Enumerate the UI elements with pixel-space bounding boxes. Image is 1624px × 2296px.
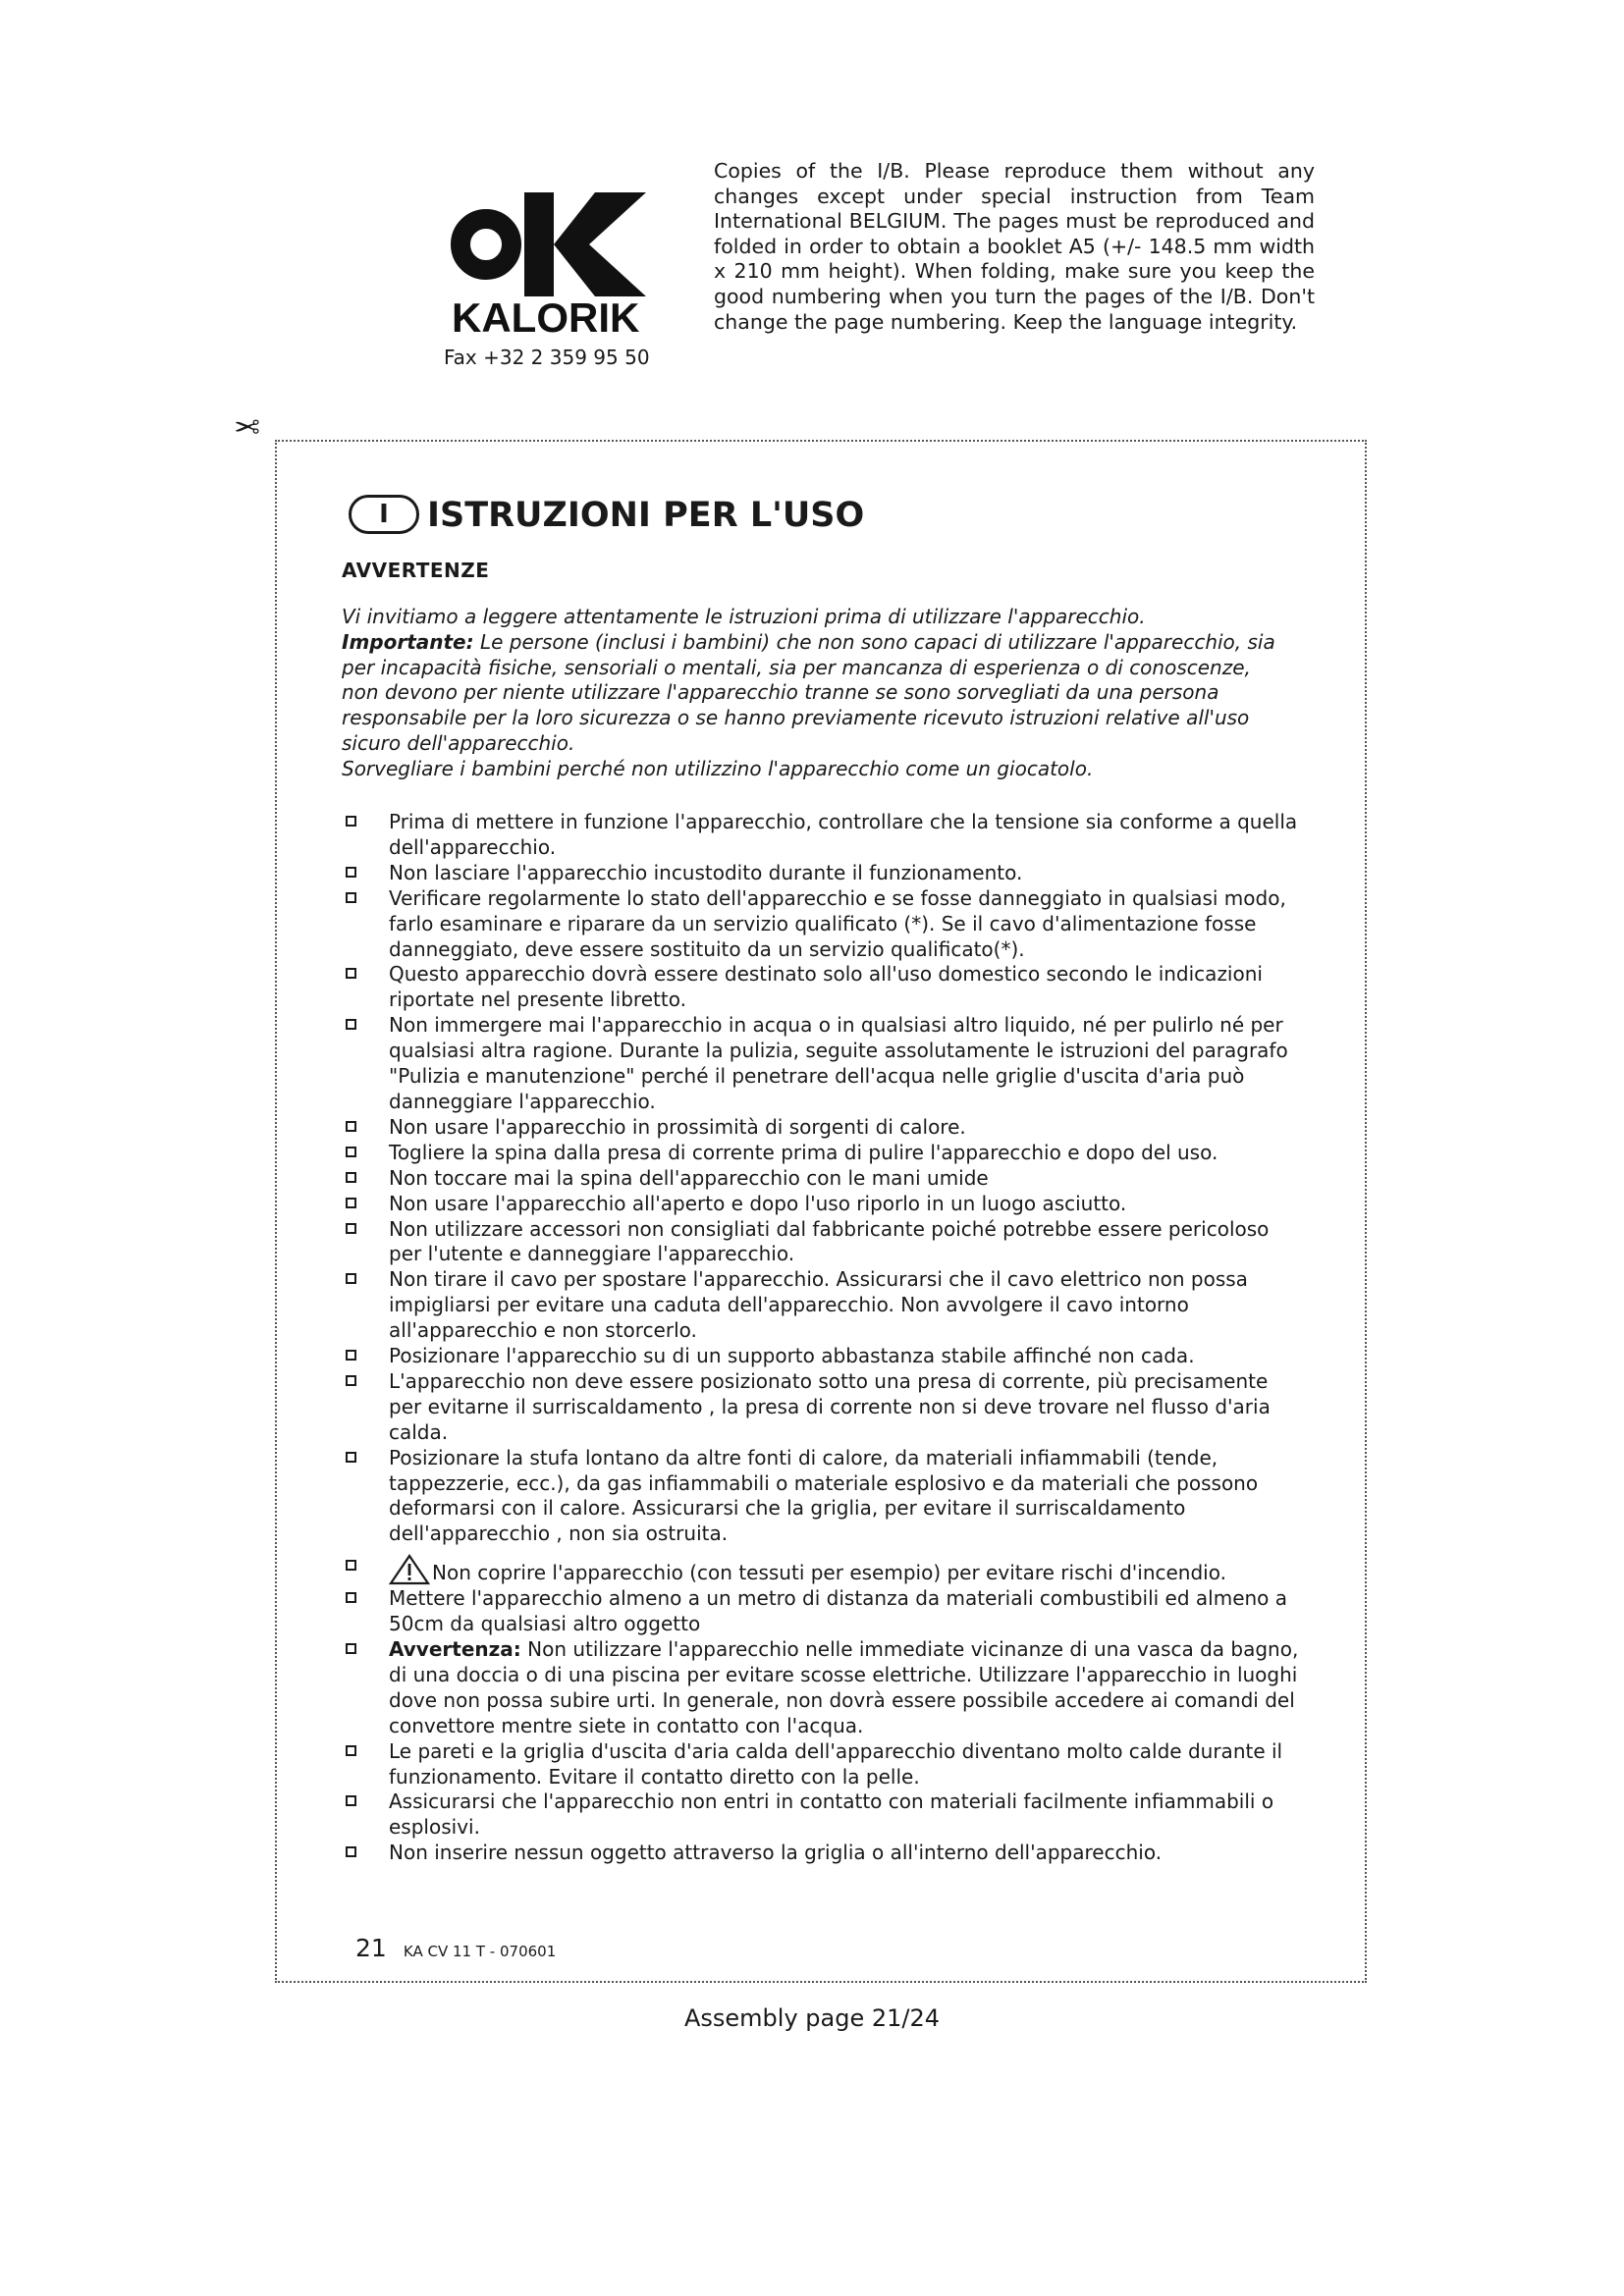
reproduction-note: Copies of the I/B. Please reproduce them without any changes except under special instruction from Team International BELGIUM. The pages must be reproduced and folded in order to obtain a booklet A5 (+/- 148.5 mm width x 210 mm height). When folding, make sure you keep the good numbering when you turn the pages of the I/B. Don't change the page numbering. Keep the language integrity. [714,159,1315,334]
checkbox-icon [346,1350,356,1361]
list-item-text: Assicurarsi che l'apparecchio non entri in contatto con materiali facilmente infiammabili o esplosivi. [389,1789,1274,1840]
warnings-list [342,810,1299,1866]
list-item-text: Non lasciare l'apparecchio incustodito durante il funzionamento. [389,860,1023,884]
list-item [342,886,1299,963]
checkbox-icon [346,1592,356,1603]
list-item [342,1217,1299,1268]
assembly-page-label: Assembly page 21/24 [683,2004,941,2032]
intro-paragraph [342,630,1284,757]
list-item [342,1841,1299,1866]
list-item-text: Mettere l'apparecchio almeno a un metro di distanza da materiali combustibili ed almeno a 50cm da qualsiasi altro oggetto [389,1586,1288,1636]
section-title: AVVERTENZE [342,559,490,582]
language-badge: I [349,495,419,534]
checkbox-icon [346,1019,356,1030]
checkbox-icon [346,1745,356,1756]
checkbox-icon [346,1846,356,1857]
list-item [342,1013,1299,1115]
list-item-text: Verificare regolarmente lo stato dell'apparecchio e se fosse danneggiato in qualsiasi modo, farlo esaminare e riparare da un servizio qualificato (*). Se il cavo d'alimentazione fosse danneggiato, deve essere sostituito da un servizio qualificato(*). [389,885,1286,961]
checkbox-icon [346,816,356,827]
booklet-footer [355,1934,556,1962]
list-item-text: Non immergere mai l'apparecchio in acqua o in qualsiasi altro liquido, né per pulirlo né per qualsiasi altra ragione. Durante la pulizia, seguite assolutamente le istruzioni del paragrafo "Pulizia e manutenzione" perché il penetrare dell'acqua nelle griglie d'uscita d'aria può danneggiare l'apparecchio. [389,1013,1288,1113]
list-item [342,1554,1299,1586]
warning-triangle-icon [389,1554,430,1585]
checkbox-icon [346,1198,356,1208]
checkbox-icon [346,1795,356,1806]
checkbox-icon [346,1560,356,1571]
intro-text [342,605,1284,782]
list-item [342,962,1299,1013]
document-code: KA CV 11 T - 070601 [403,1943,557,1960]
list-item [342,1637,1299,1739]
list-item-text: Non utilizzare accessori non consigliati dal fabbricante poiché potrebbe essere pericoloso per l'utente e danneggiare l'apparecchio. [389,1216,1270,1266]
list-item-text: Non tirare il cavo per spostare l'apparecchio. Assicurarsi che il cavo elettrico non possa impigliarsi per evitare una caduta dell'apparecchio. Non avvolgere il cavo intorno all'apparecchio e non storcerlo. [389,1267,1248,1343]
list-item-text: Posizionare l'apparecchio su di un supporto abbastanza stabile affinché non cada. [389,1344,1195,1368]
page-number: 21 [355,1934,387,1962]
page-title: ISTRUZIONI PER L'USO [427,496,865,535]
checkbox-icon [346,892,356,903]
checkbox-icon [346,1121,356,1132]
list-item [342,861,1299,886]
intro-paragraph: Sorvegliare i bambini perché non utilizzino l'apparecchio come un giocatolo. [342,756,1094,780]
list-item-text: Non coprire l'apparecchio (con tessuti per esempio) per evitare rischi d'incendio. [432,1561,1226,1585]
list-item [342,1739,1299,1790]
checkbox-icon [346,968,356,979]
list-item-text: Non usare l'apparecchio all'aperto e dopo l'uso riporlo in un luogo asciutto. [389,1191,1127,1215]
list-item [342,1789,1299,1841]
list-item [342,1586,1299,1637]
important-label: Importante: [342,629,474,654]
checkbox-icon [346,1172,356,1183]
list-item [342,810,1299,861]
warning-label: Avvertenza: [389,1637,521,1661]
logo-wordmark: KALORIK [452,294,640,336]
list-item-text: L'apparecchio non deve essere posizionato sotto una presa di corrente, più precisamente per evitarne il surriscaldamento , la presa di corrente non si deve trovare nel flusso d'aria calda. [389,1368,1271,1444]
fax-number: Fax +32 2 359 95 50 [444,346,650,369]
checkbox-icon [346,1273,356,1284]
intro-paragraph: Vi invitiamo a leggere attentamente le istruzioni prima di utilizzare l'apparecchio. [342,605,1146,628]
list-item-text: Posizionare la stufa lontano da altre fonti di calore, da materiali infiammabili (tende, tappezzerie, ecc.), da gas infiammabili o materiale esplosivo e da materiali che possono deformarsi con il calore. Assicurarsi che la griglia, per evitare il surriscaldamento dell'apparecchio , non sia ostruita. [389,1445,1259,1546]
list-item [342,1446,1299,1548]
list-item [342,1141,1299,1166]
list-item-text: Togliere la spina dalla presa di corrente prima di pulire l'apparecchio e dopo del uso. [389,1140,1218,1164]
list-item-text: Le pareti e la griglia d'uscita d'aria calda dell'apparecchio diventano molto calde durante il funzionamento. Evitare il contatto diretto con la pelle. [389,1738,1283,1789]
list-item [342,1344,1299,1369]
list-item-text: Non inserire nessun oggetto attraverso la griglia o all'interno dell'apparecchio. [389,1841,1163,1865]
list-item-text: Questo apparecchio dovrà essere destinato solo all'uso domestico secondo le indicazioni riportate nel presente libretto. [389,962,1263,1012]
checkbox-icon [346,1223,356,1234]
checkbox-icon [346,867,356,878]
list-item [342,1369,1299,1446]
checkbox-icon [346,1452,356,1463]
checkbox-icon [346,1643,356,1654]
checkbox-icon [346,1147,356,1157]
list-item-text: Non utilizzare l'apparecchio nelle immediate vicinanze di una vasca da bagno, di una doccia o di una piscina per evitare scosse elettriche. Utilizzare l'apparecchio in luoghi dove non possa subire urti. In generale, non dovrà essere possibile accedere ai comandi del convettore mentre siete in contatto con l'acqua. [389,1637,1299,1737]
list-item [342,1267,1299,1344]
list-item-text: Non toccare mai la spina dell'apparecchio con le mani umide [389,1165,989,1190]
list-item [342,1192,1299,1217]
kalorik-logo [450,188,685,336]
list-item [342,1166,1299,1192]
list-item-text: Non usare l'apparecchio in prossimità di sorgenti di calore. [389,1114,966,1139]
scissors-icon: ✂ [234,407,260,445]
checkbox-icon [346,1375,356,1386]
list-item [342,1115,1299,1141]
list-item-text: Prima di mettere in funzione l'apparecchio, controllare che la tensione sia conforme a quella dell'apparecchio. [389,810,1298,859]
important-text: Le persone (inclusi i bambini) che non sono capaci di utilizzare l'apparecchio, sia per incapacità fisiche, sensoriali o mentali, sia per mancanza di esperienza o di conoscenze, non devono per niente utilizzare l'apparecchio tranne se sono sorvegliati da una persona responsabile per la loro sicurezza o se hanno previamente ricevuto istruzioni relative all'uso sicuro dell'apparecchio. [342,629,1275,755]
